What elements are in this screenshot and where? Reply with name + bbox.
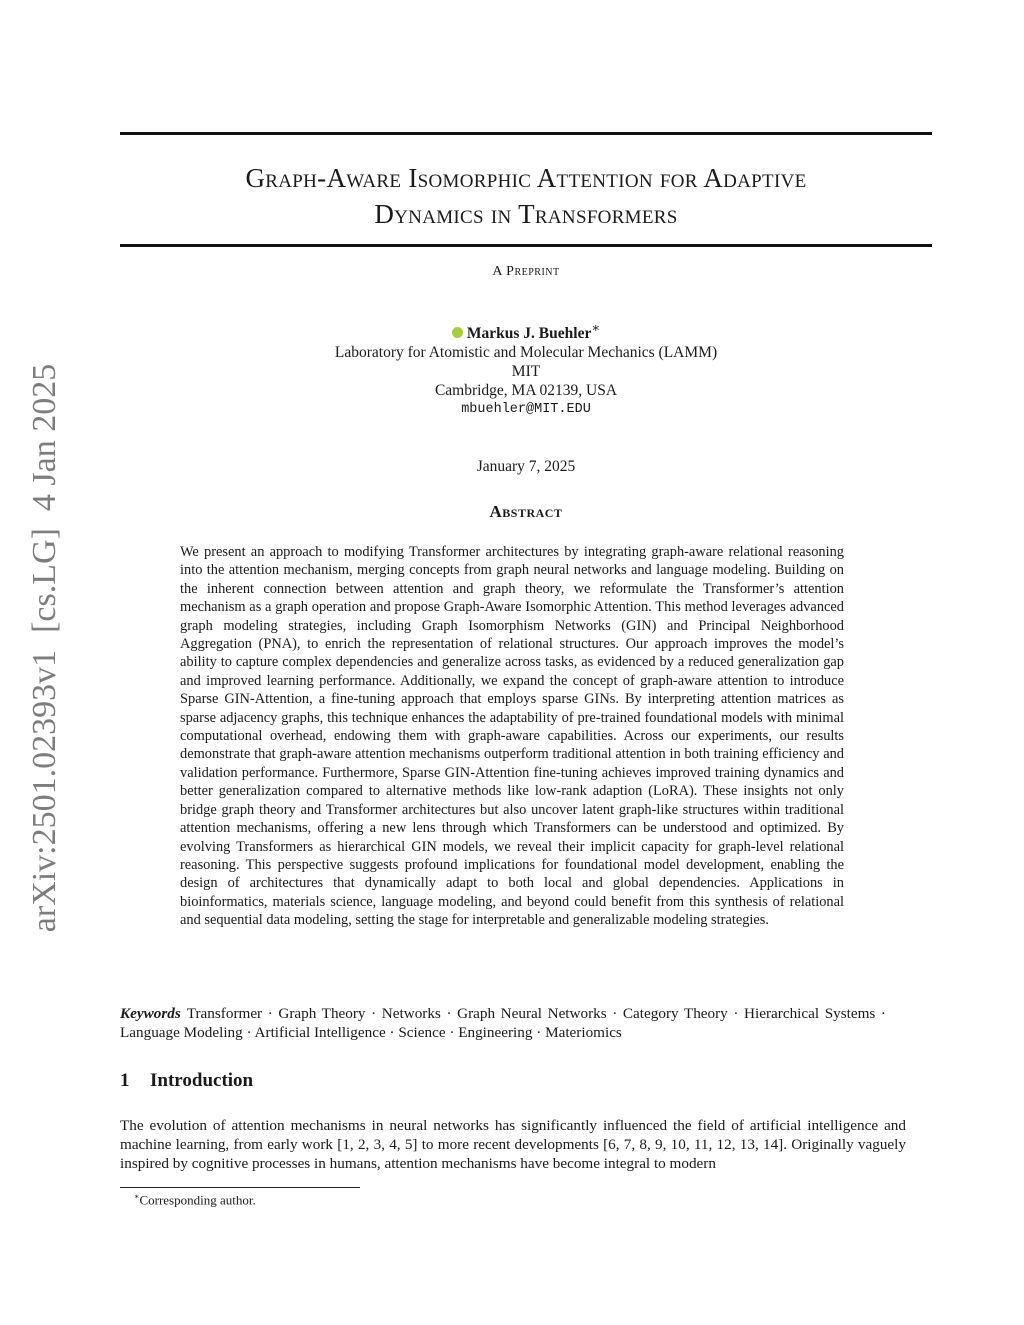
paper-date: January 7, 2025 [476, 458, 576, 475]
keywords [120, 1004, 886, 1042]
abstract-heading: Abstract [489, 502, 563, 521]
author-block [120, 318, 932, 419]
title-bottom-rule [120, 244, 932, 247]
section-heading [120, 1070, 253, 1092]
abstract-body: We present an approach to modifying Transformer architectures by integrating graph-aware relational reasoning into the attention mechanism, merging concepts from graph neural networks and language modeling. Building on the inherent connection between attention and graph theory, we reformulate the Transformer’s attention mechanism as a graph operation and propose Graph-Aware Isomorphic Attention. This method leverages advanced graph modeling strategies, including Graph Isomorphism Networks (GIN) and Principal Neighborhood Aggregation (PNA), to enrich the representation of relational structures. Our approach improves the model’s ability to capture complex dependencies and generalize across tasks, as evidenced by a reduced generalization gap and improved learning performance. Additionally, we expand the concept of graph-aware attention to introduce Sparse GIN-Attention, a fine-tuning approach that employs sparse GINs. By interpreting attention matrices as sparse adjacency graphs, this technique enhances the adaptability of pre-trained foundational models with minimal computational overhead, endowing them with graph-aware capabilities. Across our experiments, our results demonstrate that graph-aware attention mechanisms outperform traditional attention in both training efficiency and validation performance. Furthermore, Sparse GIN-Attention fine-tuning achieves improved training dynamics and better generalization compared to alternative methods like low-rank adaption (LoRA). These insights not only bridge graph theory and Transformer architectures but also uncover latent graph-like structures within traditional attention mechanisms, offering a new lens through which Transformers can be understood and optimized. By evolving Transformers as hierarchical GIN models, we reveal their implicit capacity for graph-level relational reasoning. This perspective suggests profound implications for foundational model development, enabling the design of architectures that dynamically adapt to both local and global dependencies. Applications in bioinformatics, materials science, language modeling, and beyond could benefit from this synthesis of relational and sequential data modeling, setting the stage for interpretable and generalizable modeling strategies. [180, 544, 844, 929]
author-institution: MIT [511, 363, 541, 381]
author-email[interactable]: mbuehler@MIT.EDU [461, 402, 591, 418]
author-location: Cambridge, MA 02139, USA [434, 382, 618, 400]
title-top-rule [120, 132, 932, 135]
introduction-paragraph: The evolution of attention mechanisms in neural networks has significantly influenced the field of artificial intelligence and machine learning, from early work [1, 2, 3, 4, 5] to more recent developments [6, 7, 8, 9, 10, 11, 12, 13, 14]. Originally vaguely inspired by cognitive processes in humans, attention mechanisms have become integral to modern [120, 1117, 906, 1172]
footnote [134, 1192, 256, 1208]
footnote-mark: ∗ [134, 1192, 140, 1201]
author-footnote-mark: ∗ [591, 320, 601, 335]
keywords-list: Transformer · Graph Theory · Networks · Graph Neural Networks · Category Theory · Hierarchical Systems · Language Modeling · Artificial Intelligence · Science · Engineering · Materiomics [120, 1005, 886, 1041]
orcid-icon[interactable] [452, 327, 463, 338]
author-affiliation: Laboratory for Atomistic and Molecular Mechanics (LAMM) [334, 344, 718, 362]
footnote-text: Corresponding author. [139, 1192, 256, 1208]
arxiv-stamp: arXiv:2501.02393v1 [cs.LG] 4 Jan 2025 [26, 363, 63, 933]
author-line [120, 318, 932, 343]
paper-title [120, 160, 932, 232]
section-number: 1 [120, 1070, 130, 1091]
title-line-1: Graph-Aware Isomorphic Attention for Adaptive [245, 163, 807, 193]
section-title: Introduction [150, 1070, 254, 1091]
preprint-label: A Preprint [492, 264, 560, 279]
author-name: Markus J. Buehler [466, 325, 592, 343]
keywords-label: Keywords [120, 1005, 181, 1022]
footnote-rule [120, 1187, 360, 1188]
title-line-2: Dynamics in Transformers [374, 199, 678, 229]
